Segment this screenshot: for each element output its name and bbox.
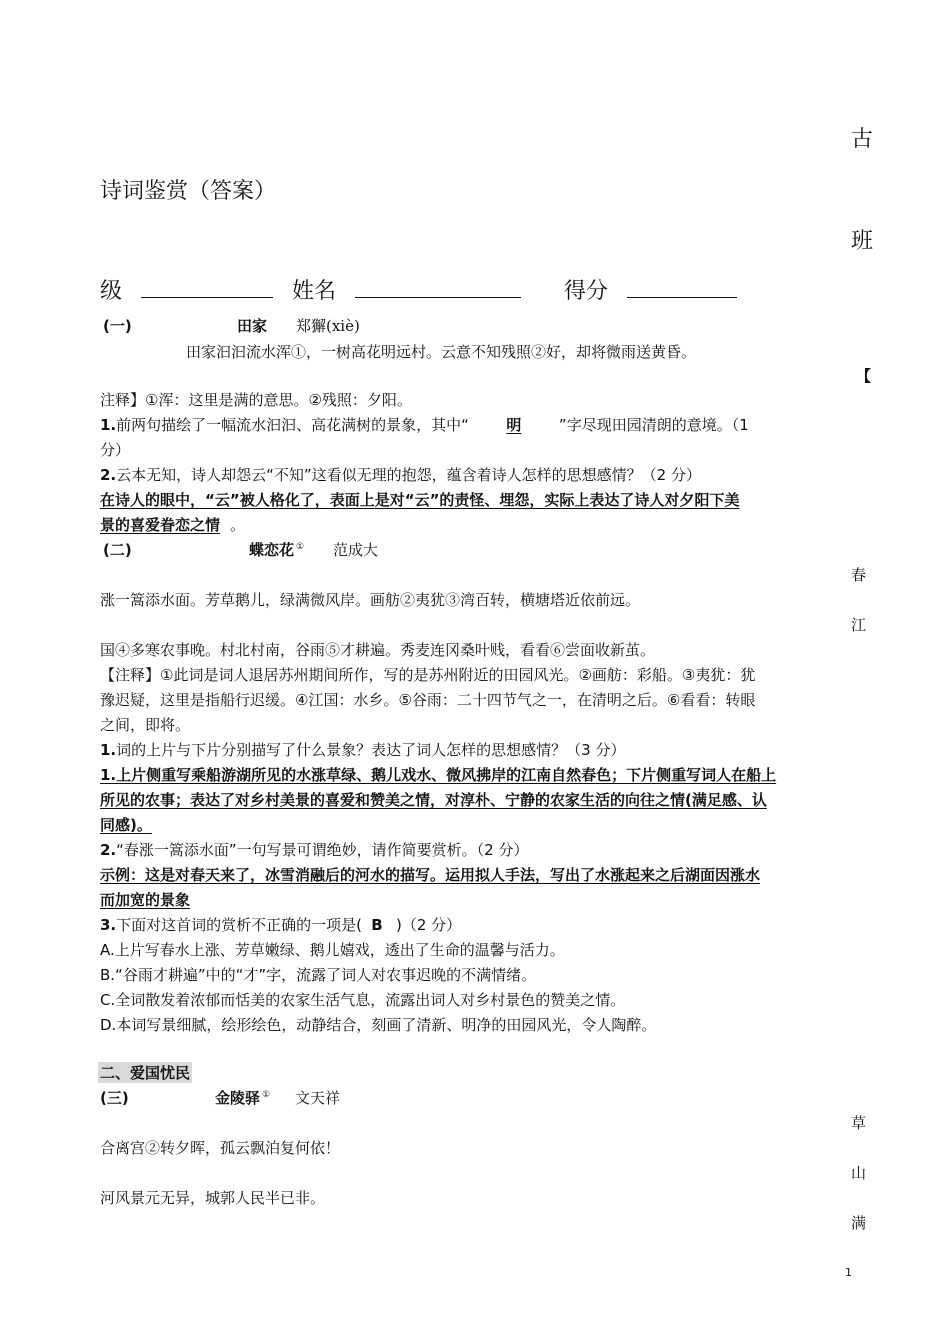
poem2-right-char-1: 春 bbox=[851, 566, 867, 584]
poem2-a2-line1: 示例：这是对春天来了，冰雪消融后的河水的描写。运用拟人手法，写出了水涨起来之后湖面因涨水 bbox=[100, 866, 761, 884]
poem3-right-char-1: 草 bbox=[851, 1114, 867, 1132]
poem3-right-char-2: 山 bbox=[851, 1164, 867, 1182]
page-number: 1 bbox=[845, 1266, 852, 1279]
poem2-title-sup: ① bbox=[296, 542, 305, 552]
poem1-q1-answer: 明 bbox=[506, 416, 522, 434]
poem2-note3: 之间，即将。 bbox=[100, 716, 191, 734]
poem3-title-text: 金陵驿 bbox=[215, 1089, 261, 1107]
score-label: 得分 bbox=[564, 279, 609, 304]
poem3-title bbox=[215, 1087, 270, 1108]
poem2-option-c: C.全词散发着浓郁而恬美的农家生活气息，流露出词人对乡村景色的赞美之情。 bbox=[100, 991, 626, 1009]
poem2-a2-line2: 而加宽的景象 bbox=[100, 891, 191, 909]
poem1-q2-text: 云本无知，诗人却怨云“不知”这看似无理的抱怨，蕴含着诗人怎样的思想感情？（2 分） bbox=[116, 466, 701, 484]
poem1-a2-end: 。 bbox=[230, 516, 246, 534]
poem2-q3-text-b: )（2 分） bbox=[396, 916, 462, 934]
poem2-line1: 涨一篙添水面。芳草鹅儿，绿满微风岸。画舫②夷犹③湾百转，横塘塔近依前远。 bbox=[100, 591, 641, 609]
poem2-option-a: A.上片写春水上涨、芳草嫩绿、鹅儿嬉戏，透出了生命的温馨与活力。 bbox=[100, 941, 565, 959]
poem2-q2-text: “春涨一篙添水面”一句写景可谓绝妙，请作简要赏析。（2 分） bbox=[116, 841, 529, 859]
poem2-author: 范成大 bbox=[333, 541, 379, 559]
poem1-q1-num: 1. bbox=[100, 416, 117, 434]
poem1-q1-text-b: ”字尽现田园清朗的意境。（1 bbox=[558, 416, 749, 434]
title-char-ban: 班 bbox=[851, 229, 874, 254]
poem1-note-bracket: 【 bbox=[856, 367, 872, 385]
poem2-q3-num: 3. bbox=[100, 916, 117, 934]
poem2-option-b: B.“谷雨才耕遍”中的“才”字，流露了词人对农事迟晚的不满情绪。 bbox=[100, 966, 537, 984]
poem2-note2: 豫迟疑，这里是指船行迟缓。④江国：水乡。⑤谷雨：二十四节气之一，在清明之后。⑥看看：转眼 bbox=[100, 691, 756, 709]
poem2-q3 bbox=[100, 914, 461, 935]
poem1-q2 bbox=[100, 464, 701, 485]
poem3-title-sup: ① bbox=[262, 1090, 271, 1100]
poem2-title bbox=[249, 539, 304, 560]
poem2-note1: 【注释】①此词是词人退居苏州期间所作，写的是苏州附近的田园风光。②画舫：彩船。③夷犹：犹 bbox=[100, 666, 756, 684]
poem1-text: 田家汩汩流水浑①，一树高花明远村。云意不知残照②好，却将微雨送黄昏。 bbox=[186, 343, 697, 361]
poem1-a2-line2 bbox=[100, 514, 245, 535]
poem3-line2: 河风景元无异，城郭人民半已非。 bbox=[100, 1189, 326, 1207]
poem1-q1-cont: 分） bbox=[100, 441, 131, 459]
name-label: 姓名 bbox=[292, 279, 337, 304]
title-char-gu: 古 bbox=[851, 127, 874, 152]
poem1-label: (一) bbox=[103, 317, 132, 335]
title-rest: 诗词鉴赏（答案） bbox=[100, 179, 277, 204]
poem3-line1: 合离宫②转夕晖，孤云飘泊复何依！ bbox=[100, 1139, 341, 1157]
poem1-a2-line2-text: 景的喜爱眷恋之情 bbox=[100, 516, 221, 534]
poem1-a2-line1: 在诗人的眼中，“云”被人格化了，表面上是对“云”的责怪、埋怨，实际上表达了诗人对夕阳下美 bbox=[100, 491, 740, 509]
poem3-right-char-3: 满 bbox=[851, 1214, 867, 1232]
poem3-label: (三) bbox=[100, 1089, 129, 1107]
poem2-q3-text-a: 下面对这首词的赏析不正确的一项是( bbox=[116, 916, 362, 934]
poem2-right-char-2: 江 bbox=[851, 616, 867, 634]
poem1-title: 田家 bbox=[237, 317, 268, 335]
poem2-q2-num: 2. bbox=[100, 841, 117, 859]
poem2-line2: 国④多寒农事晚。村北村南，谷雨⑤才耕遍。秀麦连冈桑叶贱，看看⑥尝面收新茧。 bbox=[100, 641, 656, 659]
poem2-label: (二) bbox=[103, 541, 132, 559]
poem2-a1-line1: 1.上片侧重写乘船游湖所见的水涨草绿、鹅儿戏水、微风拂岸的江南自然春色；下片侧重写词人在船上 bbox=[100, 766, 777, 784]
section2-heading: 二、爱国忧民 bbox=[100, 1064, 191, 1082]
poem2-q1-text: 词的上片与下片分别描写了什么景象？表达了词人怎样的思想感情？（3 分） bbox=[116, 741, 626, 759]
name-blank[interactable] bbox=[355, 279, 521, 298]
class-blank[interactable] bbox=[141, 279, 273, 298]
poem3-author: 文天祥 bbox=[295, 1089, 341, 1107]
score-blank[interactable] bbox=[627, 279, 737, 298]
poem2-a1-line2: 所见的农事；表达了对乡村美景的喜爱和赞美之情，对淳朴、宁静的农家生活的向往之情(满足感、认 bbox=[100, 791, 767, 809]
class-label-text: 级 bbox=[100, 279, 123, 304]
poem1-q1 bbox=[100, 414, 749, 435]
poem2-q1 bbox=[100, 739, 625, 760]
poem2-title-text: 蝶恋花 bbox=[249, 541, 295, 559]
poem2-q1-num: 1. bbox=[100, 741, 117, 759]
poem1-author: 郑獬(xiè) bbox=[296, 317, 360, 335]
class-label bbox=[100, 274, 737, 305]
poem1-note: 注释】①浑：这里是满的意思。②残照：夕阳。 bbox=[100, 391, 412, 409]
poem2-q3-answer: B bbox=[371, 916, 383, 934]
poem2-option-d: D.本词写景细腻，绘形绘色，动静结合，刻画了清新、明净的田园风光，令人陶醉。 bbox=[100, 1016, 657, 1034]
poem2-a1-line3: 同感)。 bbox=[100, 816, 152, 834]
poem1-q1-text-a: 前两句描绘了一幅流水汩汩、高花满树的景象，其中“ bbox=[116, 416, 469, 434]
poem1-q2-num: 2. bbox=[100, 466, 117, 484]
poem2-q2 bbox=[100, 839, 529, 860]
